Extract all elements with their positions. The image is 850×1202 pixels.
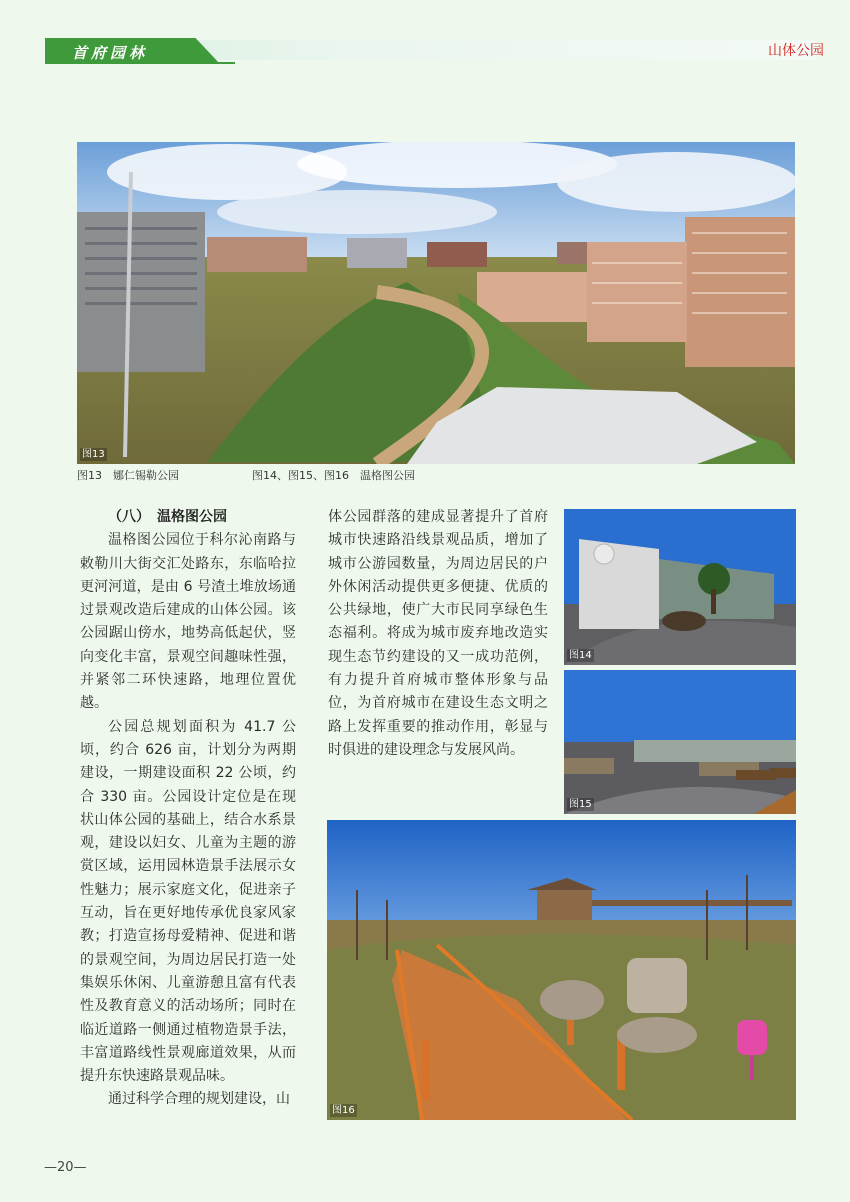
section-label: 山体公园 [768, 43, 824, 59]
paragraph-3: 通过科学合理的规划建设，山 [108, 1091, 290, 1108]
aerial-park-illustration [77, 142, 795, 464]
figure-14-label: 图14 [569, 650, 592, 661]
magazine-title: 首府园林 [72, 44, 149, 62]
article-column-2 [328, 506, 548, 762]
figure-13-photo [77, 142, 795, 464]
paragraph-2: 公园总规划面积为 41.7 公顷，约合 626 亩，计划分为两期建设，一期建设面积 22 公顷，约合 330 亩。公园设计定位是在现状山体公园的基础上，结合水系景观，建设以妇女、儿童为主题的游赏区域，运用园林造景手法展示女性魅力；展示家庭文化，促进亲子互动，旨在更好地传承优良家风家教；打造宣扬母爱精神、促进和谐的景观空间，为周边居民打造一处集娱乐休闲、儿童游憩且富有代表性及教育意义的活动场所；同时在临近道路一侧通过植物造景手法，丰富道路线性景观廊道效果，从而提升东快速路景观品味。 [80, 718, 296, 1085]
section-heading: （八） 温格图公园 [108, 509, 227, 525]
figure-16-label: 图16 [332, 1105, 355, 1116]
header-rule [45, 62, 235, 64]
figure-15-label: 图15 [569, 799, 592, 810]
boardwalk-illustration [327, 820, 796, 1120]
page-number: —20— [44, 1160, 87, 1175]
stone-wall-illustration [564, 509, 796, 665]
figure-14-photo [564, 509, 796, 665]
plaza-benches-illustration [564, 670, 796, 814]
caption-figure-13: 图13 娜仁锡勒公园 [77, 469, 179, 482]
figure-15-photo [564, 670, 796, 814]
paragraph-continued: 体公园群落的建成显著提升了首府城市快速路沿线景观品质，增加了城市公游园数量，为周边居民的户外休闲活动提供更多便捷、优质的公共绿地，使广大市民同享绿色生态福利。将成为城市废弃地改造实现生态节约建设的又一成功范例，有力提升首府城市整体形象与品位，为首府城市在建设生态文明之路上发挥重要的推动作用，彰显与时俱进的建设理念与发展风尚。 [328, 509, 548, 758]
article-column-1 [80, 506, 296, 1112]
caption-figures-14-16: 图14、图15、图16 温格图公园 [252, 469, 415, 482]
figure-13-label: 图13 [82, 449, 105, 460]
figure-16-photo [327, 820, 796, 1120]
paragraph-1: 温格图公园位于科尔沁南路与敕勒川大街交汇处路东，东临哈拉更河河道，是由 6 号渣土堆放场通过景观改造后建成的山体公园。该公园踞山傍水，地势高低起伏，竖向变化丰富，景观空间趣味性强，并紧邻二环快速路，地理位置优越。 [80, 532, 296, 712]
